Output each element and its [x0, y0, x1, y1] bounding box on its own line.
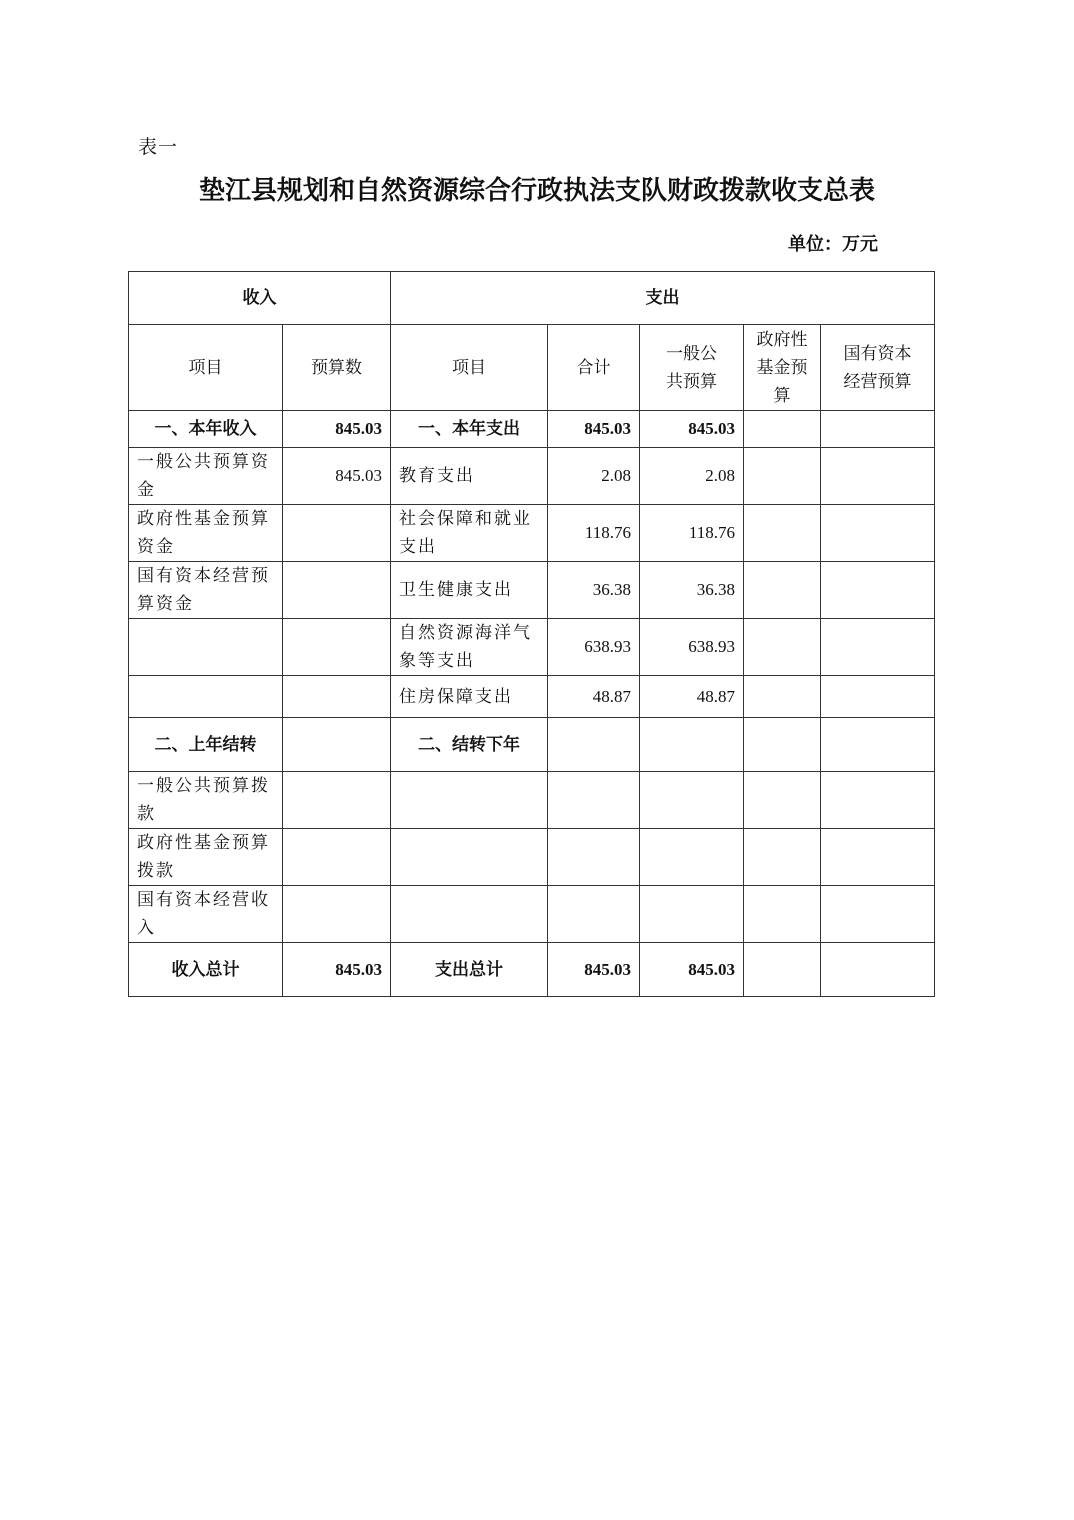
- row-in-item: 政府性基金预算拨款: [129, 829, 283, 886]
- row-fund: [744, 448, 821, 505]
- header-state: 国有资本经营预算: [821, 325, 935, 411]
- row-state: [821, 718, 935, 772]
- row-state: [821, 505, 935, 562]
- row-state: [821, 772, 935, 829]
- table-row: [129, 619, 935, 676]
- table-row: [129, 448, 935, 505]
- row-fund: [744, 886, 821, 943]
- row-in-val: [283, 676, 391, 718]
- row-general: 638.93: [640, 619, 744, 676]
- row-general: 2.08: [640, 448, 744, 505]
- row-state: [821, 829, 935, 886]
- row-state: [821, 943, 935, 997]
- row-fund: [744, 772, 821, 829]
- row-out-item: 住房保障支出: [391, 676, 548, 718]
- row-in-val: [283, 772, 391, 829]
- row-out-item: 一、本年支出: [391, 411, 548, 448]
- row-state: [821, 562, 935, 619]
- row-out-item: 教育支出: [391, 448, 548, 505]
- row-general: 845.03: [640, 411, 744, 448]
- row-total: 2.08: [548, 448, 640, 505]
- row-general: 48.87: [640, 676, 744, 718]
- row-general: [640, 772, 744, 829]
- row-in-val: [283, 718, 391, 772]
- row-general: 845.03: [640, 943, 744, 997]
- row-in-item: 政府性基金预算资金: [129, 505, 283, 562]
- row-out-item: 二、结转下年: [391, 718, 548, 772]
- row-fund: [744, 676, 821, 718]
- row-total: 845.03: [548, 411, 640, 448]
- row-state: [821, 676, 935, 718]
- row-general: [640, 829, 744, 886]
- row-general: [640, 718, 744, 772]
- row-fund: [744, 829, 821, 886]
- header-item2: 项目: [391, 325, 548, 411]
- table-row: [129, 718, 935, 772]
- row-in-val: [283, 619, 391, 676]
- row-fund: [744, 562, 821, 619]
- row-out-item: 支出总计: [391, 943, 548, 997]
- row-general: [640, 886, 744, 943]
- header-row-group: [129, 272, 935, 325]
- row-out-item: [391, 886, 548, 943]
- row-out-item: [391, 829, 548, 886]
- row-fund: [744, 411, 821, 448]
- row-total: [548, 829, 640, 886]
- row-total: 845.03: [548, 943, 640, 997]
- table-row: [129, 411, 935, 448]
- row-fund: [744, 943, 821, 997]
- page-title: 垫江县规划和自然资源综合行政执法支队财政拨款收支总表: [198, 176, 875, 206]
- row-total: [548, 886, 640, 943]
- row-fund: [744, 718, 821, 772]
- table-row-total: [129, 943, 935, 997]
- header-income: 收入: [129, 272, 391, 325]
- row-in-item: 一般公共预算资金: [129, 448, 283, 505]
- row-in-item: [129, 619, 283, 676]
- row-in-val: [283, 829, 391, 886]
- row-in-item: 国有资本经营预算资金: [129, 562, 283, 619]
- header-row-columns: [129, 325, 935, 411]
- row-total: 118.76: [548, 505, 640, 562]
- row-in-val: 845.03: [283, 411, 391, 448]
- row-state: [821, 411, 935, 448]
- table-label: 表一: [138, 136, 179, 158]
- row-in-val: 845.03: [283, 943, 391, 997]
- row-in-item: [129, 676, 283, 718]
- row-state: [821, 448, 935, 505]
- row-in-val: [283, 505, 391, 562]
- row-fund: [744, 619, 821, 676]
- row-out-item: 社会保障和就业支出: [391, 505, 548, 562]
- row-state: [821, 886, 935, 943]
- table-row: [129, 505, 935, 562]
- row-fund: [744, 505, 821, 562]
- row-in-item: 二、上年结转: [129, 718, 283, 772]
- row-in-item: 一般公共预算拨款: [129, 772, 283, 829]
- row-in-item: 一、本年收入: [129, 411, 283, 448]
- row-state: [821, 619, 935, 676]
- finance-table: [128, 271, 935, 997]
- table-row: [129, 772, 935, 829]
- row-total: 48.87: [548, 676, 640, 718]
- header-expense: 支出: [391, 272, 935, 325]
- header-general: 一般公共预算: [640, 325, 744, 411]
- row-total: 638.93: [548, 619, 640, 676]
- table-row: [129, 829, 935, 886]
- header-budget: 预算数: [283, 325, 391, 411]
- row-in-val: [283, 886, 391, 943]
- row-out-item: 自然资源海洋气象等支出: [391, 619, 548, 676]
- table-row: [129, 676, 935, 718]
- row-total: 36.38: [548, 562, 640, 619]
- row-in-val: [283, 562, 391, 619]
- row-in-item: 国有资本经营收入: [129, 886, 283, 943]
- table-row: [129, 886, 935, 943]
- header-total: 合计: [548, 325, 640, 411]
- row-total: [548, 772, 640, 829]
- header-item: 项目: [129, 325, 283, 411]
- row-general: 36.38: [640, 562, 744, 619]
- unit-label: 单位：万元: [788, 234, 878, 255]
- row-out-item: 卫生健康支出: [391, 562, 548, 619]
- table-row: [129, 562, 935, 619]
- row-in-val: 845.03: [283, 448, 391, 505]
- row-in-item: 收入总计: [129, 943, 283, 997]
- row-total: [548, 718, 640, 772]
- row-out-item: [391, 772, 548, 829]
- row-general: 118.76: [640, 505, 744, 562]
- header-fund: 政府性基金预算: [744, 325, 821, 411]
